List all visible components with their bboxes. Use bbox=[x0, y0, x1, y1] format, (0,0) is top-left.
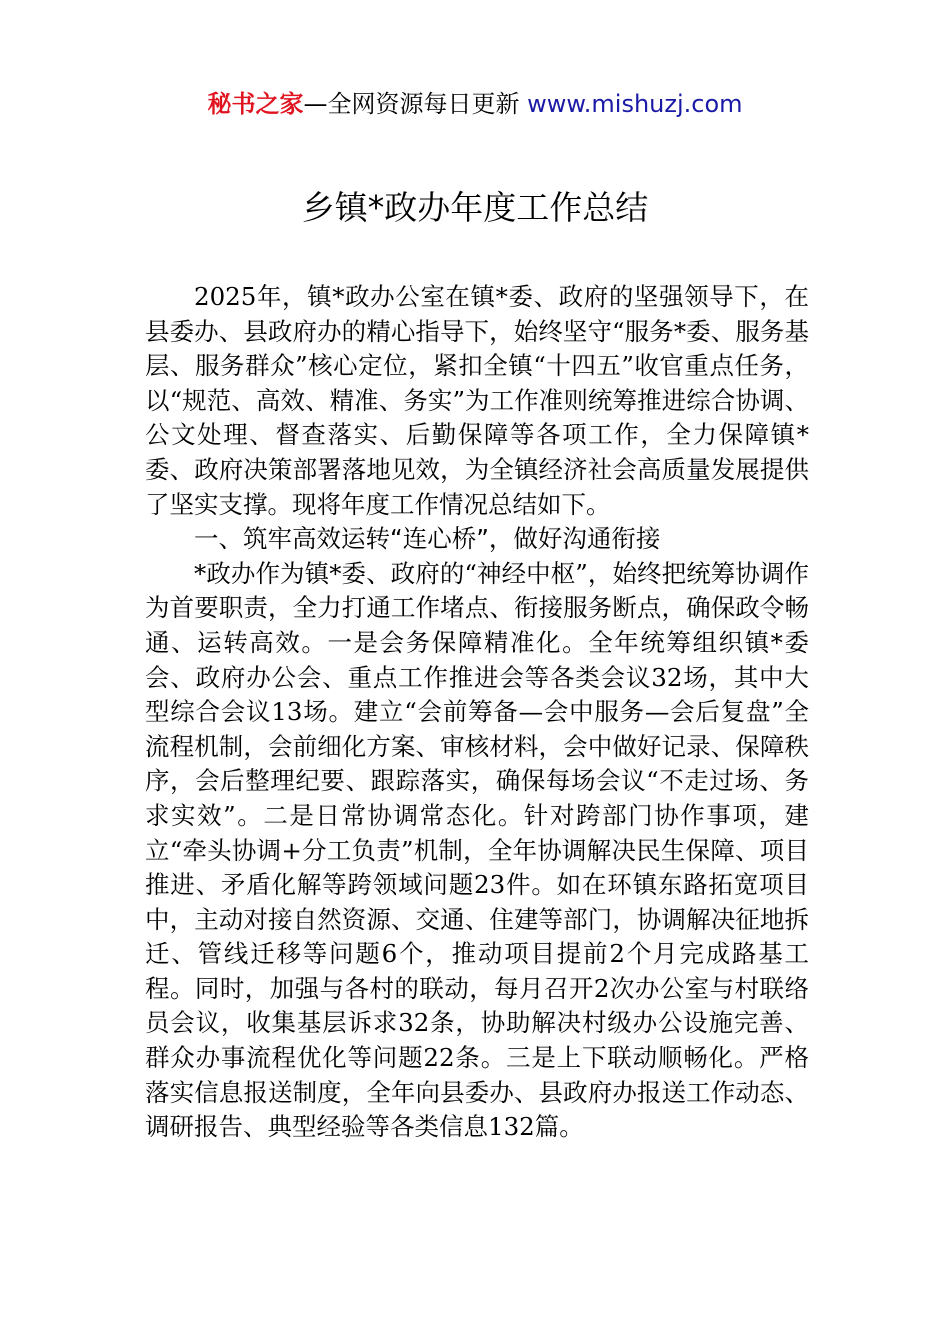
intro-paragraph: 2025年，镇*政办公室在镇*委、政府的坚强领导下，在县委办、县政府办的精心指导下，始终坚守“服务*委、服务基层、服务群众”核心定位，紧扣全镇“十四五”收官重点任务，以“规范、高效、精准、务实”为工作准则统筹推进综合协调、公文处理、督查落实、后勤保障等各项工作，全力保障镇*委、政府决策部署落地见效，为全镇经济社会高质量发展提供了坚实支撑。现将年度工作情况总结如下。 bbox=[145, 282, 809, 519]
section-paragraph: *政办作为镇*委、政府的“神经中枢”，始终把统筹协调作为首要职责，全力打通工作堵点、衔接服务断点，确保政令畅通、运转高效。一是会务保障精准化。全年统筹组织镇*委会、政府办公会、重点工作推进会等各类会议32场，其中大型综合会议13场。建立“会前筹备—会中服务—会后复盘”全流程机制，会前细化方案、审核材料，会中做好记录、保障秩序，会后整理纪要、跟踪落实，确保每场会议“不走过场、务求实效”。二是日常协调常态化。针对跨部门协作事项，建立“牵头协调+分工负责”机制，全年协调解决民生保障、项目推进、矛盾化解等跨领域问题23件。如在环镇东路拓宽项目中，主动对接自然资源、交通、住建等部门，协调解决征地拆迁、管线迁移等问题6个，推动项目提前2个月完成路基工程。同时，加强与各村的联动，每月召开2次办公室与村联络员会议，收集基层诉求32条，协助解决村级办公设施完善、群众办事流程优化等问题22条。三是上下联动顺畅化。严格落实信息报送制度，全年向县委办、县政府办报送工作动态、调研报告、典型经验等各类信息132篇。 bbox=[145, 558, 809, 1142]
section-heading: 一、筑牢高效运转“连心桥”，做好沟通衔接 bbox=[194, 524, 661, 554]
site-brand: 秘书之家 bbox=[207, 90, 304, 118]
document-body bbox=[145, 280, 809, 1145]
site-header bbox=[0, 88, 950, 120]
site-tagline: —全网资源每日更新 bbox=[303, 90, 528, 118]
site-url-link[interactable]: www.mishuzj.com bbox=[527, 90, 743, 118]
document-title: 乡镇*政办年度工作总结 bbox=[301, 188, 649, 227]
